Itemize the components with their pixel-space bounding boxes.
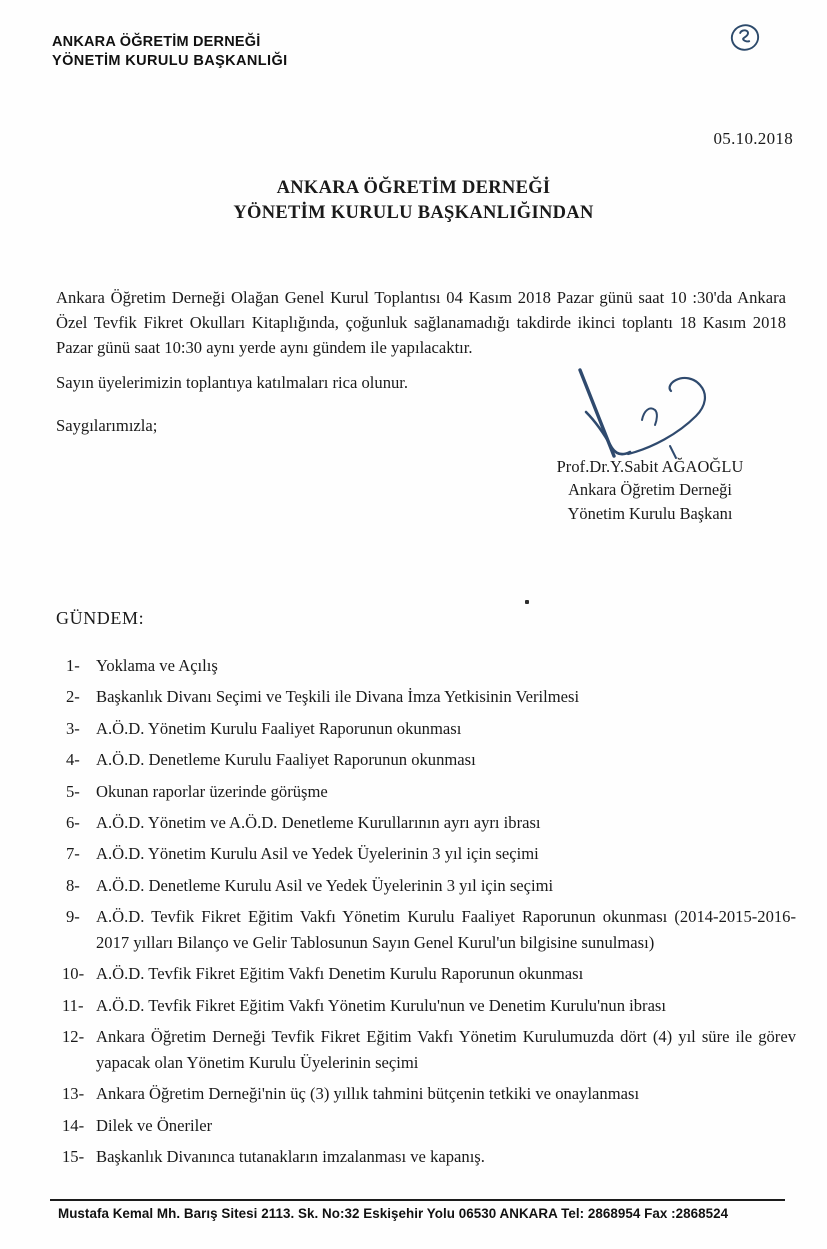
agenda-item xyxy=(56,1144,796,1170)
agenda-item xyxy=(56,1081,796,1107)
agenda-item-number: 11- xyxy=(62,995,84,1015)
agenda-item-number: 2- xyxy=(66,687,80,707)
agenda-heading: GÜNDEM: xyxy=(56,608,145,628)
agenda-item-text: A.Ö.D. Tevfik Fikret Eğitim Vakfı Yönetim Kurulu Faaliyet Raporunun okunması (2014-2015-2016-2017 yılları Bilanço ve Gelir Tablosunun Sayın Genel Kurul'un bilgisine sunulması) xyxy=(96,907,796,952)
letterhead xyxy=(52,33,288,70)
agenda-item-text: Yoklama ve Açılış xyxy=(96,656,218,675)
agenda-item xyxy=(56,684,796,710)
document-title xyxy=(0,176,827,225)
agenda-item xyxy=(56,779,796,805)
agenda-item-text: A.Ö.D. Denetleme Kurulu Faaliyet Raporunun okunması xyxy=(96,750,476,770)
letterhead-line-1: ANKARA ÖĞRETİM DERNEĞİ xyxy=(52,34,261,50)
footer-address: Mustafa Kemal Mh. Barış Sitesi 2113. Sk. No:32 Eskişehir Yolu 06530 ANKARA Tel: 2868954 Fax :2868524 xyxy=(58,1206,729,1221)
signer-name: Prof.Dr.Y.Sabit AĞAOĞLU xyxy=(556,457,744,476)
agenda-item-text: Ankara Öğretim Derneği Tevfik Fikret Eğitim Vakfı Yönetim Kurulumuzda dört (4) yıl süre ile görev yapacak olan Yönetim Kurulu Üyelerinin seçimi xyxy=(96,1027,796,1072)
agenda-item-number: 5- xyxy=(66,781,80,801)
agenda-item xyxy=(56,873,796,899)
agenda-item xyxy=(56,1113,796,1139)
agenda-item-text: A.Ö.D. Yönetim Kurulu Asil ve Yedek Üyelerinin 3 yıl için seçimi xyxy=(96,844,539,864)
agenda-item xyxy=(56,961,796,987)
agenda-item xyxy=(56,747,796,773)
agenda-item xyxy=(56,810,796,836)
title-line-1: ANKARA ÖĞRETİM DERNEĞİ xyxy=(276,178,551,198)
agenda-item-text: A.Ö.D. Tevfik Fikret Eğitim Vakfı Yönetim Kurulu'nun ve Denetim Kurulu'nun ibrası xyxy=(96,995,667,1015)
agenda-item xyxy=(56,904,796,956)
body-paragraph: Ankara Öğretim Derneği Olağan Genel Kurul Toplantısı 04 Kasım 2018 Pazar günü saat 10 :30'da Ankara Özel Tevfik Fikret Okulları Kitaplığında, çoğunluk sağlanamadığı takdirde ikinci toplantı 18 Kasım 2018 Pazar günü saat 10:30 aynı yerde aynı gündem ile yapılacaktır. xyxy=(56,288,786,358)
agenda-item-text: A.Ö.D. Tevfik Fikret Eğitim Vakfı Denetim Kurulu Raporunun okunması xyxy=(96,964,584,984)
agenda-item-number: 6- xyxy=(66,812,80,832)
letterhead-line-2: YÖNETİM KURULU BAŞKANLIĞI xyxy=(52,52,288,69)
regards-line: Saygılarımızla; xyxy=(56,416,158,435)
agenda-item xyxy=(56,993,796,1019)
agenda-item-number: 4- xyxy=(66,750,80,770)
scan-speck xyxy=(525,600,529,604)
agenda-item-number: 10- xyxy=(62,964,85,984)
agenda-item xyxy=(56,653,796,679)
handwritten-circled-two-icon xyxy=(727,20,763,56)
agenda-item-number: 7- xyxy=(66,844,80,864)
agenda-item-number: 12- xyxy=(62,1027,85,1046)
agenda-item-number: 9- xyxy=(66,907,80,926)
document-date: 05.10.2018 xyxy=(713,129,793,148)
agenda-item-text: Okunan raporlar üzerinde görüşme xyxy=(96,781,328,801)
agenda-item xyxy=(56,841,796,867)
signer-organization: Ankara Öğretim Derneği xyxy=(568,480,732,500)
attendance-request-line: Sayın üyelerimizin toplantıya katılmaları rica olunur. xyxy=(56,373,409,392)
agenda-item-number: 1- xyxy=(66,656,80,675)
agenda-item-number: 14- xyxy=(62,1115,85,1135)
agenda-item xyxy=(56,1024,796,1076)
agenda-item-text: Ankara Öğretim Derneği'nin üç (3) yıllık tahmini bütçenin tetkiki ve onaylanması xyxy=(96,1084,640,1104)
agenda-item-number: 13- xyxy=(62,1084,85,1104)
agenda-item-number: 3- xyxy=(66,718,80,738)
title-line-2: YÖNETİM KURULU BAŞKANLIĞINDAN xyxy=(233,202,594,223)
signer-role: Yönetim Kurulu Başkanı xyxy=(567,503,733,523)
agenda-item-text: Başkanlık Divanınca tutanakların imzalanması ve kapanış. xyxy=(96,1147,485,1166)
agenda-item-text: Dilek ve Öneriler xyxy=(96,1115,213,1135)
agenda-item-text: A.Ö.D. Denetleme Kurulu Asil ve Yedek Üyelerinin 3 yıl için seçimi xyxy=(96,875,554,895)
agenda-item-text: Başkanlık Divanı Seçimi ve Teşkili ile Divana İmza Yetkisinin Verilmesi xyxy=(96,687,580,707)
footer-divider xyxy=(50,1199,785,1201)
signature-block xyxy=(460,455,827,525)
agenda-item xyxy=(56,716,796,742)
agenda-item-number: 15- xyxy=(62,1147,85,1166)
handwritten-signature-icon xyxy=(556,368,736,463)
agenda-item-text: A.Ö.D. Yönetim Kurulu Faaliyet Raporunun okunması xyxy=(96,718,462,738)
agenda-list xyxy=(56,653,796,1175)
agenda-item-number: 8- xyxy=(66,875,80,895)
agenda-item-text: A.Ö.D. Yönetim ve A.Ö.D. Denetleme Kurullarının ayrı ayrı ibrası xyxy=(96,812,541,832)
